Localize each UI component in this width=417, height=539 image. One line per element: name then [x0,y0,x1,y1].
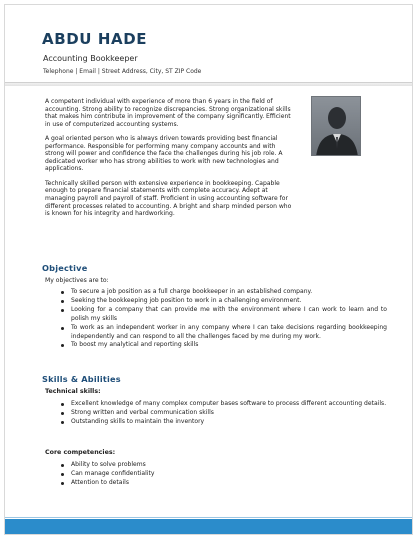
list-item: Seeking the bookkeeping job position to work in a challenging environment. [61,297,387,306]
candidate-name: ABDU HADE [42,30,148,48]
objective-title: Objective [42,263,88,273]
technical-skills-heading: Technical skills: [45,388,101,395]
resume-header [5,5,412,87]
objective-intro: My objectives are to: [45,277,109,284]
summary-paragraph: A goal oriented person who is always driven towards providing best financial performance. Responsible for performing many company accounts and with strong will power and confidence the face the challenges during his job role. A dedicated worker who has strong abilities to work with new technologies and applications. [45,135,283,173]
profile-photo-silhouette-icon [312,97,361,156]
core-competencies-list [61,461,387,488]
list-item: To boost my analytical and reporting skills [61,341,387,350]
list-item: Outstanding skills to maintain the inventory [61,418,387,427]
summary-paragraph: Technically skilled person with extensive experience in bookkeeping. Capable enough to prepare financial statements with complete accuracy. Adept at managing payroll and payroll of staff. Proficient in using accounting software for different processes related to accounting. A bright and sharp minded person who is known for his integrity and hardworking. [45,179,292,218]
footer-bar [5,519,412,535]
resume-page [4,4,413,535]
list-item: Attention to details [61,479,387,488]
list-item: Looking for a company that can provide me with the environment where I can work to learn and to polish my skills [61,306,387,324]
contact-line: Telephone | Email | Street Address, City, ST ZIP Code [43,68,202,75]
skills-title: Skills & Abilities [42,374,121,384]
list-item: Strong written and verbal communication skills [61,409,387,418]
list-item: Excellent knowledge of many complex computer bases software to process different accounting details. [61,400,387,409]
list-item: To work as an independent worker in any company where I can take decisions regarding bookkeeping independently and can respond to all the challenges faced by me during my work. [61,324,387,342]
objective-list [61,288,387,350]
summary-paragraph: A competent individual with experience of more than 6 years in the field of accounting. Strong ability to recognize discrepancies. Strong organizational skills that makes him contribute in improvement of the company significantly. Efficient in use of computerized accounting systems. [45,98,291,128]
core-competencies-heading: Core competencies: [45,449,116,456]
list-item: Can manage confidentiality [61,470,387,479]
technical-skills-list [61,400,387,427]
footer-divider [5,517,412,518]
job-title: Accounting Bookkeeper [43,54,138,63]
list-item: Ability to solve problems [61,461,387,470]
header-divider [5,82,412,86]
profile-photo [311,96,361,156]
list-item: To secure a job position as a full charge bookkeeper in an established company. [61,288,387,297]
summary-section [45,98,295,225]
